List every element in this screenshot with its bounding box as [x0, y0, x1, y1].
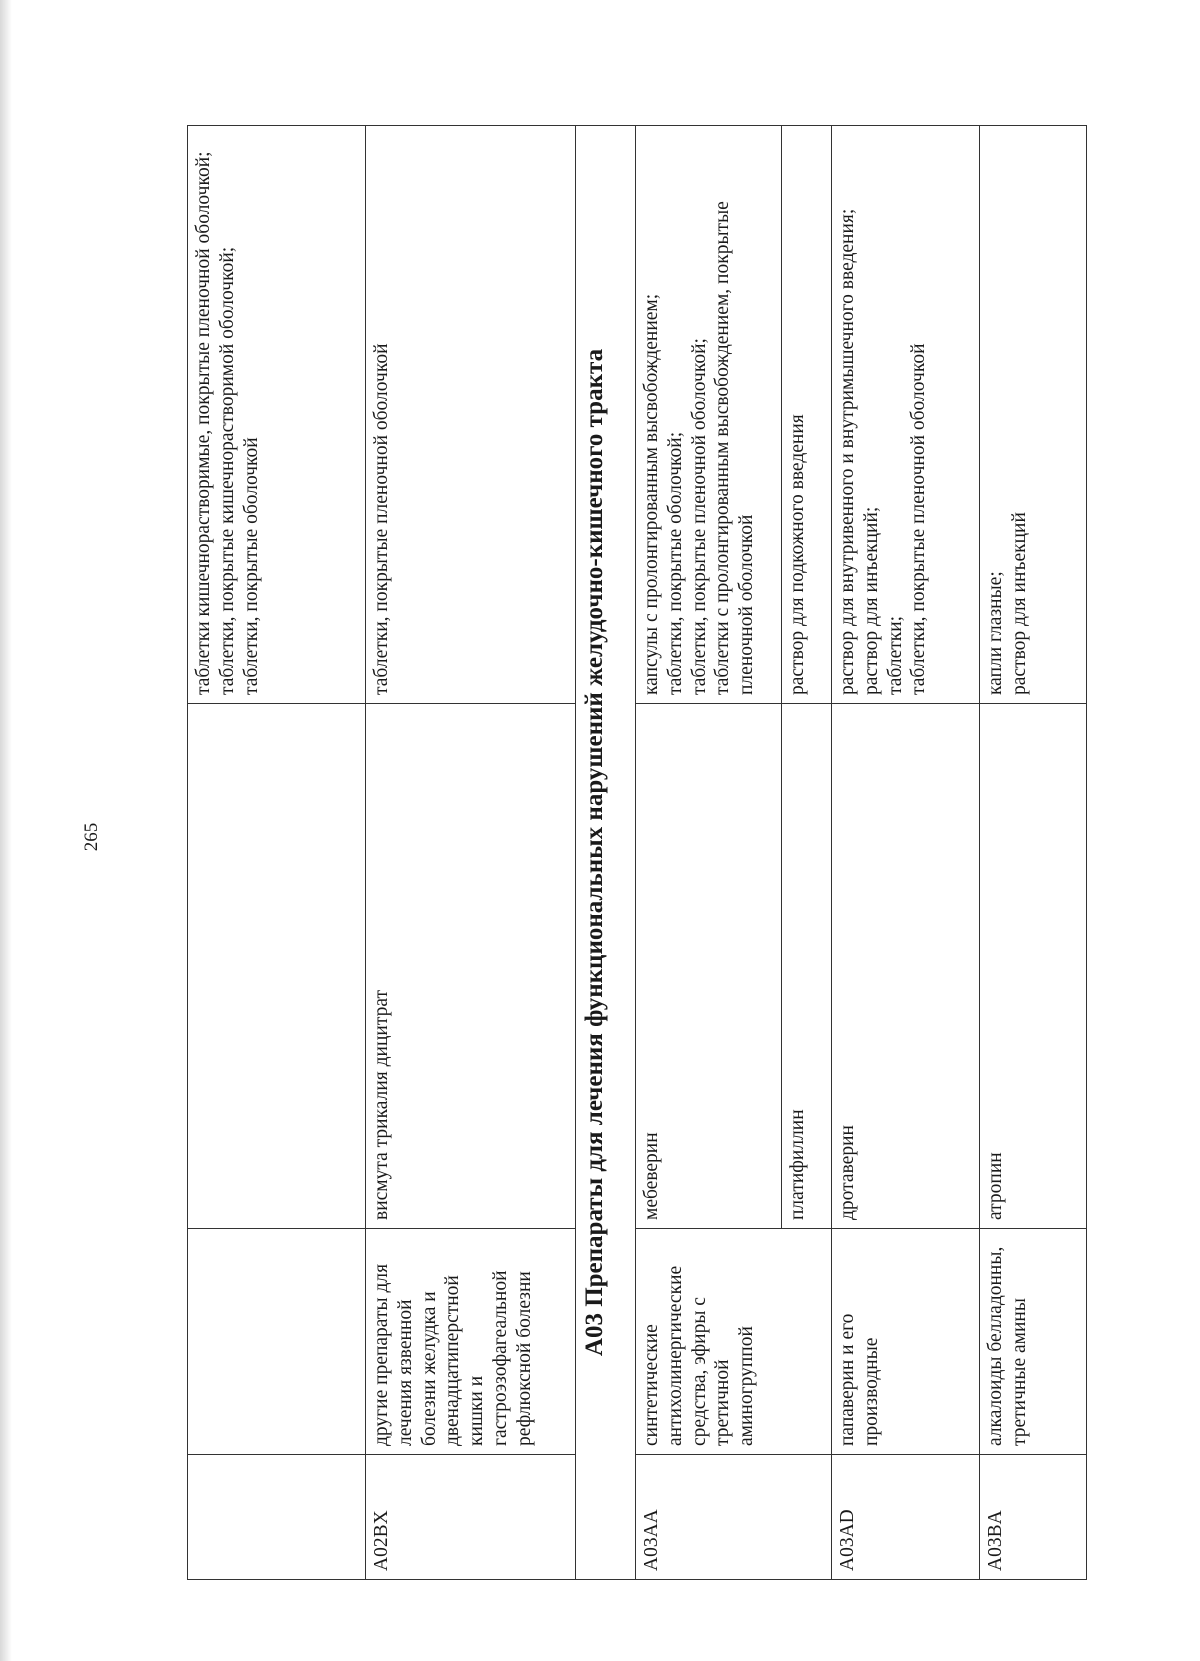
scan-edge-shadow [0, 0, 12, 1661]
group-cell [188, 1229, 366, 1455]
dosage-form: таблетки кишечнорастворимые, покрытые пленочной оболочкой; [193, 151, 214, 695]
dosage-form: раствор для инъекций; [860, 506, 882, 695]
atc-code-cell: A03AA [636, 1455, 832, 1580]
dosage-form: таблетки, покрытые пленочной оболочкой [908, 343, 930, 695]
table-row [980, 126, 1087, 1580]
table-rotated-content [187, 126, 1086, 1580]
section-heading: A03 Препараты для лечения функциональных нарушений желудочно-кишечного тракта [576, 126, 636, 1580]
group-cell: папаверин и его производные [832, 1229, 980, 1455]
drug-name-cell: атропин [980, 704, 1087, 1229]
dosage-form: таблетки, покрытые кишечнорастворимой оболочкой; [216, 246, 238, 695]
atc-code-cell [188, 1455, 366, 1580]
atc-code-cell: A03AD [832, 1455, 980, 1580]
dosage-form: раствор для инъекций [1008, 512, 1030, 695]
dosage-form: таблетки, покрытые оболочкой [240, 437, 262, 695]
dosage-form: таблетки с пролонгированным высвобождением, покрытые пленочной оболочкой [712, 201, 758, 695]
group-cell: алкалоиды белладонны, третичные амины [980, 1229, 1087, 1455]
dosage-forms-cell [636, 126, 782, 704]
dosage-form: раствор для подкожного введения [787, 414, 808, 695]
dosage-form: капли глазные; [985, 571, 1006, 695]
page-number: 265 [81, 822, 102, 852]
dosage-forms-cell [980, 126, 1087, 704]
drug-name-cell: дротаверин [832, 704, 980, 1229]
dosage-form: таблетки, покрытые пленочной оболочкой; [688, 338, 710, 695]
atc-code-cell: A02BX [366, 1455, 576, 1580]
dosage-form: таблетки; [884, 615, 906, 695]
dosage-form: таблетки, покрытые оболочкой; [664, 431, 686, 695]
rotated-table-frame [187, 126, 1086, 1580]
dosage-form: капсулы с пролонгированным высвобождением; [641, 293, 662, 695]
dosage-form: раствор для внутривенного и внутримышечного введения; [837, 208, 858, 695]
section-heading-row [576, 126, 636, 1580]
dosage-forms-cell [832, 126, 980, 704]
dosage-forms-cell [782, 126, 832, 704]
drug-name-cell: висмута трикалия дицитрат [366, 704, 576, 1229]
table-row [366, 126, 576, 1580]
dosage-forms-cell [188, 126, 366, 704]
drug-name-cell [188, 704, 366, 1229]
group-cell: синтетические антихолинергические средства, эфиры с третичной аминогруппой [636, 1229, 832, 1455]
table-row [188, 126, 366, 1580]
dosage-form: таблетки, покрытые пленочной оболочкой [371, 343, 392, 695]
dosage-forms-cell [366, 126, 576, 704]
drug-name-cell: платифиллин [782, 704, 832, 1229]
drug-table [187, 125, 1087, 1580]
atc-code-cell: A03BA [980, 1455, 1087, 1580]
table-row [636, 126, 782, 1580]
table-row [832, 126, 980, 1580]
drug-name-cell: мебеверин [636, 704, 782, 1229]
group-cell: другие препараты для лечения язвенной болезни желудка и двенадцатиперстной кишки и гастроэзофагеальной рефлюксной болезни [366, 1229, 576, 1455]
